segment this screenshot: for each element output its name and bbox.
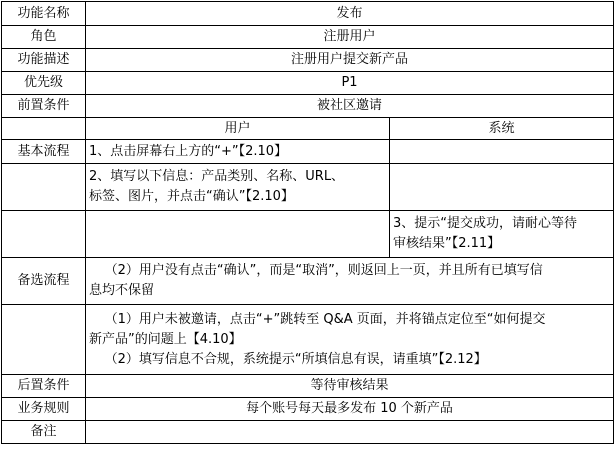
remark-label: 备注: [2, 421, 86, 444]
priority-label: 优先级: [2, 72, 86, 95]
row-remark: [2, 421, 614, 444]
basic-step2-system: [390, 164, 614, 211]
basic-step3-user: [86, 211, 390, 258]
row-role: [2, 26, 614, 49]
role-label: 角色: [2, 26, 86, 49]
row-flow-headers: [2, 118, 614, 140]
alt-flow-label-blank: [2, 305, 86, 375]
alt1-line2: 息均不保留: [89, 283, 155, 298]
role-value: 注册用户: [86, 26, 614, 49]
basic-step1-user: 1、点击屏幕右上方的“+”【2.10】: [86, 140, 390, 164]
function-name-label: 功能名称: [2, 2, 86, 26]
alt2-line1: （1）用户未被邀请，点击“+”跳转至 Q&A 页面，并将锚点定位至“如何提交: [104, 311, 546, 327]
alt1-line1: （2）用户没有点击“确认”，而是“取消”，则返回上一页，并且所有已填写信: [104, 263, 543, 278]
basic-step2-line1: 2、填写以下信息：产品类别、名称、URL、: [89, 169, 345, 184]
basic-step2-user: [86, 164, 390, 211]
alt2-line2: 新产品”的问题上【4.10】: [89, 331, 242, 347]
postcondition-value: 等待审核结果: [86, 375, 614, 398]
remark-value: [86, 421, 614, 444]
business-rule-value: 每个账号每天最多发布 10 个新产品: [86, 398, 614, 421]
use-case-table: [1, 1, 614, 444]
priority-value: P1: [86, 72, 614, 95]
alt-flow-item-2: [86, 305, 614, 375]
row-business-rule: [2, 398, 614, 421]
postcondition-label: 后置条件: [2, 375, 86, 398]
basic-step3-system: [390, 211, 614, 258]
flow-header-blank: [2, 118, 86, 140]
row-postcondition: [2, 375, 614, 398]
alt-flow-item-1: [86, 258, 614, 305]
row-function-desc: [2, 49, 614, 72]
basic-step1-system: [390, 140, 614, 164]
row-function-name: [2, 2, 614, 26]
basic-step3-line1: 3、提示“提交成功，请耐心等待: [393, 216, 578, 231]
row-basic-step2: [2, 164, 614, 211]
basic-step2-line2: 标签、图片，并点击“确认”【2.10】: [89, 189, 294, 204]
precondition-value: 被社区邀请: [86, 95, 614, 118]
precondition-label: 前置条件: [2, 95, 86, 118]
basic-flow-label: 基本流程: [2, 140, 86, 164]
basic-step2-label-blank: [2, 164, 86, 211]
basic-step3-label-blank: [2, 211, 86, 258]
function-desc-value: 注册用户提交新产品: [86, 49, 614, 72]
alt2-line3: （2）填写信息不合规，系统提示“所填信息有误，请重填”【2.12】: [104, 351, 487, 367]
business-rule-label: 业务规则: [2, 398, 86, 421]
row-alt-2: [2, 305, 614, 375]
flow-header-system: 系统: [390, 118, 614, 140]
flow-header-user: 用户: [86, 118, 390, 140]
function-name-value: 发布: [86, 2, 614, 26]
row-priority: [2, 72, 614, 95]
alt-flow-label: 备选流程: [2, 258, 86, 305]
row-precondition: [2, 95, 614, 118]
basic-step3-line2: 审核结果”【2.11】: [393, 236, 501, 251]
row-alt-1: [2, 258, 614, 305]
function-desc-label: 功能描述: [2, 49, 86, 72]
row-basic-step3: [2, 211, 614, 258]
row-basic-step1: [2, 140, 614, 164]
